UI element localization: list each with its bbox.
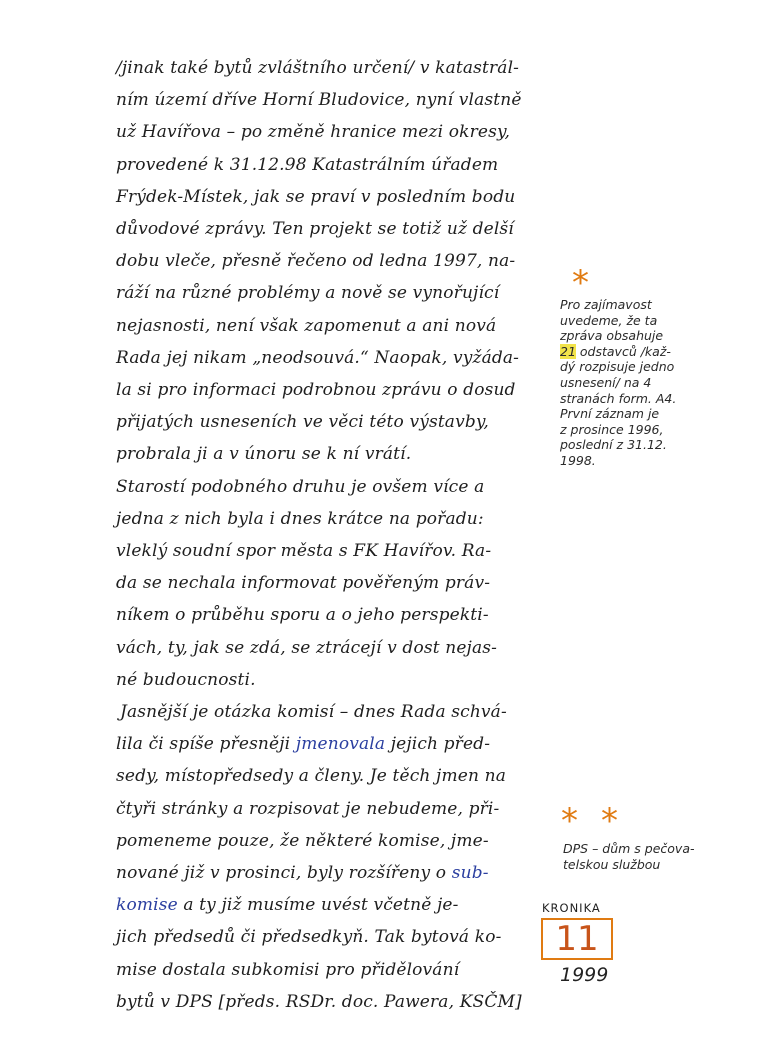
blue-word-komise: komise (116, 895, 178, 916)
text-line: la si pro informaci podrobnou zprávu o dosud (116, 380, 516, 401)
text-line (116, 889, 556, 921)
text-fragment: a ty již musíme uvést včetně je- (183, 895, 459, 916)
margin-note-dps (563, 841, 695, 872)
text-line: vleklý soudní spor města s FK Havířov. Ra- (116, 541, 492, 562)
blue-word-jmenovala: jmenovala (295, 734, 386, 755)
text-line: sedy, místopředsedy a členy. Je těch jmen na (116, 766, 506, 787)
note-line: zpráva obsahuje (560, 328, 664, 344)
text-line: bytů v DPS [předs. RSDr. doc. Pawera, KSČM] (116, 991, 522, 1012)
year-label: 1999 (560, 964, 609, 986)
main-text-column (116, 52, 556, 1018)
text-line: důvodové zprávy. Ten projekt se totiž už delší (116, 219, 514, 240)
note-line: 1998. (560, 452, 596, 468)
text-fragment: nované již v prosinci, byly rozšířeny o (116, 863, 447, 884)
text-line: čtyři stránky a rozpisovat je nebudeme, při- (116, 798, 500, 819)
text-line: probrala ji a v únoru se k ní vrátí. (116, 444, 412, 465)
text-line: níkem o průběhu sporu a o jeho perspekti- (116, 605, 489, 626)
text-line: mise dostala subkomisi pro přidělování (116, 959, 460, 980)
blue-word-sub: sub- (451, 863, 489, 884)
highlighted-number: 21 (560, 343, 576, 359)
text-line: přijatých usneseních ve věci této výstavby, (116, 412, 489, 433)
note-line: z prosince 1996, (560, 421, 664, 437)
text-fragment: jejich před- (390, 734, 491, 755)
text-line: dobu vleče, přesně řečeno od ledna 1997, na- (116, 251, 516, 272)
margin-note-interest (560, 297, 676, 469)
text-line: Rada jej nikam „neodsouvá.“ Naopak, vyžáda- (116, 347, 520, 368)
text-line (116, 728, 556, 760)
text-line: už Havířova – po změně hranice mezi okresy, (116, 122, 510, 143)
text-line: ráží na různé problémy a nově se vynořující (116, 283, 500, 304)
note-line: DPS – dům s pečova- (563, 841, 695, 856)
note-line: uvedeme, že ta (560, 312, 658, 328)
text-line: Starostí podobného druhu je ovšem více a (116, 476, 485, 497)
text-line: Frýdek-Místek, jak se praví v posledním bodu (116, 186, 516, 207)
text-line: jedna z nich byla i dnes krátce na pořadu: (116, 508, 484, 529)
note-line: poslední z 31.12. (560, 437, 667, 453)
text-line: pomeneme pouze, že některé komise, jme- (116, 830, 489, 851)
text-line: provedené k 31.12.98 Katastrálním úřadem (116, 154, 499, 175)
kronika-label: KRONIKA (542, 901, 601, 915)
text-line: nejasnosti, není však zapomenut a ani nová (116, 315, 497, 336)
note-line (560, 344, 676, 360)
text-line (116, 857, 556, 889)
page-number: 11 (555, 919, 599, 959)
note-line: První záznam je (560, 406, 660, 422)
page-number-box (541, 918, 613, 960)
note-fragment: odstavců /kaž- (579, 343, 671, 359)
asterisk-icon: * (572, 263, 589, 303)
asterisk-icon: * (561, 801, 578, 841)
note-line: telskou službou (563, 856, 661, 872)
text-line: da se nechala informovat pověřeným práv- (116, 573, 491, 594)
text-line: Jasnější je otázka komisí – dnes Rada schvá- (120, 702, 507, 723)
note-line: stranách form. A4. (560, 390, 677, 406)
text-line: ním území dříve Horní Bludovice, nyní vlastně (116, 90, 522, 111)
note-line: usnesení/ na 4 (560, 374, 652, 390)
asterisk-icon: * (601, 801, 618, 841)
text-fragment: lila či spíše přesněji (116, 734, 291, 755)
text-line: vách, ty, jak se zdá, se ztrácejí v dost nejas- (116, 637, 498, 658)
note-line: Pro zajímavost (560, 297, 652, 312)
text-line: né budoucnosti. (116, 669, 256, 690)
text-line: /jinak také bytů zvláštního určení/ v katastrál- (116, 58, 520, 78)
text-line: jich předsedů či předsedkyň. Tak bytová ko- (116, 927, 502, 948)
note-line: dý rozpisuje jedno (560, 359, 675, 375)
